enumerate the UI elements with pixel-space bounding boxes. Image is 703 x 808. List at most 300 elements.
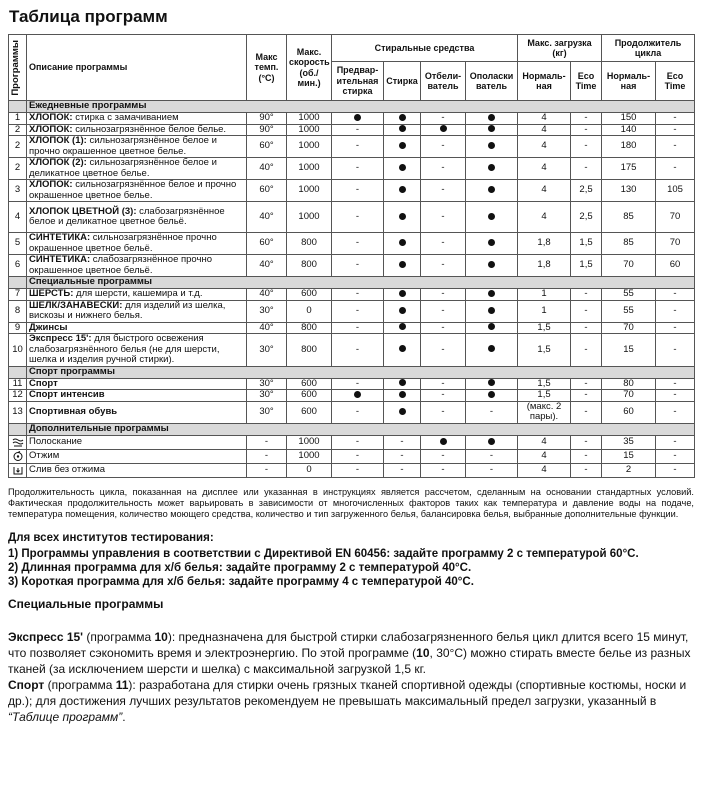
program-description: Отжим xyxy=(27,449,247,463)
program-description: Слив без отжима xyxy=(27,463,247,477)
max-temp-cell: 60° xyxy=(247,180,287,202)
filled-dot-icon xyxy=(399,323,406,330)
duration-eco-cell: - xyxy=(656,463,695,477)
max-speed-cell: 600 xyxy=(287,390,332,402)
load-eco-header: Eco Time xyxy=(571,62,602,101)
max-temp-header: Макс темп. (°С) xyxy=(247,35,287,101)
sport-prog-num: 11 xyxy=(115,677,129,692)
duration-eco-cell: - xyxy=(656,136,695,158)
max-speed-cell: 1000 xyxy=(287,113,332,125)
duration-normal-cell: 35 xyxy=(602,435,656,449)
load-eco-cell: - xyxy=(571,334,602,367)
sport-prog-pre: (программа xyxy=(44,677,116,692)
load-eco-cell: - xyxy=(571,401,602,423)
express-prog-num-2: 10 xyxy=(416,645,430,660)
softener-cell xyxy=(466,158,518,180)
filled-dot-icon xyxy=(399,408,406,415)
filled-dot-icon xyxy=(399,345,406,352)
max-speed-cell: 1000 xyxy=(287,158,332,180)
max-load-header: Макс. загрузка (кг) xyxy=(518,35,602,62)
program-number: 2 xyxy=(9,124,27,136)
table-row xyxy=(9,136,695,158)
duration-normal-cell: 55 xyxy=(602,289,656,301)
max-speed-cell: 0 xyxy=(287,300,332,322)
express-name: Экспресс 15' xyxy=(8,629,84,644)
bleach-cell xyxy=(421,124,466,136)
section-empty-cell xyxy=(9,423,27,435)
load-eco-cell: - xyxy=(571,113,602,125)
prewash-cell: - xyxy=(332,255,384,277)
prewash-header: Предвар- ительная стирка xyxy=(332,62,384,101)
duration-eco-cell: - xyxy=(656,390,695,402)
program-name: ШЕРСТЬ: xyxy=(29,288,74,299)
table-row xyxy=(9,334,695,367)
filled-dot-icon xyxy=(488,307,495,314)
program-number: 2 xyxy=(9,136,27,158)
bleach-cell: - xyxy=(421,300,466,322)
bleach-cell: - xyxy=(421,202,466,233)
program-name: Экспресс 15': xyxy=(29,333,92,344)
program-number: 6 xyxy=(9,255,27,277)
duration-normal-cell: 15 xyxy=(602,334,656,367)
duration-normal-cell: 70 xyxy=(602,390,656,402)
duration-header: Продолжитель цикла xyxy=(602,35,695,62)
filled-dot-icon xyxy=(399,391,406,398)
rinse-icon xyxy=(9,435,27,449)
prewash-cell: - xyxy=(332,322,384,334)
max-temp-cell: - xyxy=(247,449,287,463)
max-temp-cell: 60° xyxy=(247,136,287,158)
prewash-cell: - xyxy=(332,180,384,202)
load-normal-cell: 1,5 xyxy=(518,334,571,367)
program-description: ШЕЛК/ЗАНАВЕСКИ: для изделий из шелка, вискозы и нижнего белья. xyxy=(27,300,247,322)
program-name: Спорт xyxy=(29,377,58,389)
prewash-cell xyxy=(332,390,384,402)
load-eco-cell: 1,5 xyxy=(571,255,602,277)
test-heading: Для всех институтов тестирования: xyxy=(8,531,214,544)
program-number: 7 xyxy=(9,289,27,301)
section-title: Специальные программы xyxy=(27,277,695,289)
filled-dot-icon xyxy=(399,379,406,386)
prewash-cell: - xyxy=(332,300,384,322)
bleach-cell xyxy=(421,435,466,449)
filled-dot-icon xyxy=(354,114,361,121)
wash-cell xyxy=(384,401,421,423)
max-speed-cell: 1000 xyxy=(287,202,332,233)
load-normal-cell: 1,8 xyxy=(518,255,571,277)
max-speed-cell: 800 xyxy=(287,233,332,255)
load-eco-cell: - xyxy=(571,435,602,449)
programs-header: Программы xyxy=(9,35,27,101)
wash-cell xyxy=(384,180,421,202)
table-row xyxy=(9,158,695,180)
program-name: ШЕЛК/ЗАНАВЕСКИ: xyxy=(29,299,123,311)
max-speed-cell: 1000 xyxy=(287,435,332,449)
duration-eco-cell: - xyxy=(656,113,695,125)
program-description xyxy=(27,322,247,334)
program-name: ХЛОПОК ЦВЕТНОЙ (3): xyxy=(29,205,137,217)
program-description: ХЛОПОК (1): сильнозагрязнённое белое и прочно окрашенное цветное белье. xyxy=(27,136,247,158)
max-speed-cell: 600 xyxy=(287,401,332,423)
duration-eco-cell: - xyxy=(656,289,695,301)
prewash-cell: - xyxy=(332,124,384,136)
duration-normal-cell: 70 xyxy=(602,322,656,334)
bleach-header: Отбели- ватель xyxy=(421,62,466,101)
load-eco-cell: 2,5 xyxy=(571,202,602,233)
filled-dot-icon xyxy=(488,323,495,330)
load-eco-cell: - xyxy=(571,300,602,322)
filled-dot-icon xyxy=(399,261,406,268)
table-row xyxy=(9,202,695,233)
test-item: 2) Длинная программа для х/б белья: задайте программу 2 с температурой 40°С. xyxy=(8,561,472,574)
wash-cell: - xyxy=(384,463,421,477)
filled-dot-icon xyxy=(399,186,406,193)
section-header-row xyxy=(9,366,695,378)
program-name: ХЛОПОК (1): xyxy=(29,135,87,146)
load-normal-cell: (макс. 2 пары). xyxy=(518,401,571,423)
filled-dot-icon xyxy=(399,290,406,297)
duration-eco-cell: 70 xyxy=(656,233,695,255)
express-text: ): предназначена для быстрой стирки слабозагрязненного белья цикл длится всего 15 минут, что позволяет сэкономить время и электроэнергию. По этой программе ( xyxy=(8,629,689,660)
max-speed-cell: 0 xyxy=(287,463,332,477)
bleach-cell: - xyxy=(421,334,466,367)
program-name: СИНТЕТИКА: xyxy=(29,232,91,243)
filled-dot-icon xyxy=(488,438,495,445)
section-header-row xyxy=(9,423,695,435)
program-description: Полоскание xyxy=(27,435,247,449)
filled-dot-icon xyxy=(399,114,406,121)
duration-eco-cell: - xyxy=(656,401,695,423)
program-description: СИНТЕТИКА: слабозагрязнённое прочно окрашенное цветное бельё. xyxy=(27,255,247,277)
spin-icon xyxy=(9,449,27,463)
prewash-cell xyxy=(332,113,384,125)
bleach-cell: - xyxy=(421,113,466,125)
page-title: Таблица программ xyxy=(9,7,168,26)
section-title: Ежедневные программы xyxy=(27,101,695,113)
softener-cell xyxy=(466,124,518,136)
prewash-cell: - xyxy=(332,202,384,233)
max-temp-cell: 30° xyxy=(247,401,287,423)
load-normal-cell: 4 xyxy=(518,202,571,233)
bleach-cell: - xyxy=(421,378,466,390)
duration-normal-cell: 130 xyxy=(602,180,656,202)
load-normal-cell: 1,8 xyxy=(518,233,571,255)
softener-cell xyxy=(466,300,518,322)
prewash-cell: - xyxy=(332,435,384,449)
program-name: ХЛОПОК: xyxy=(29,112,73,123)
sport-text: ): разработана для стирки очень грязных тканей спортивной одежды (спортивные костюмы, носки и др.); для достижения лучших результатов рекомендуем не превышать максимальный предел загрузки, указанный в xyxy=(8,677,687,708)
table-row xyxy=(9,378,695,390)
load-eco-cell: - xyxy=(571,378,602,390)
max-speed-cell: 800 xyxy=(287,322,332,334)
filled-dot-icon xyxy=(488,164,495,171)
program-number: 4 xyxy=(9,202,27,233)
filled-dot-icon xyxy=(399,307,406,314)
section-header-row xyxy=(9,277,695,289)
prewash-cell: - xyxy=(332,289,384,301)
load-eco-cell: - xyxy=(571,124,602,136)
bleach-cell: - xyxy=(421,401,466,423)
program-name: Спортивная обувь xyxy=(29,405,118,417)
program-name: ХЛОПОК: xyxy=(29,179,73,190)
filled-dot-icon xyxy=(488,114,495,121)
program-description: ХЛОПОК: стирка с замачиванием xyxy=(27,113,247,125)
filled-dot-icon xyxy=(399,125,406,132)
table-row xyxy=(9,289,695,301)
bleach-cell: - xyxy=(421,390,466,402)
filled-dot-icon xyxy=(488,345,495,352)
program-number: 11 xyxy=(9,378,27,390)
filled-dot-icon xyxy=(399,142,406,149)
softener-cell xyxy=(466,202,518,233)
program-description: ХЛОПОК: сильнозагрязнённое белое и прочно окрашенное цветное белье. xyxy=(27,180,247,202)
load-eco-cell: - xyxy=(571,449,602,463)
bleach-cell: - xyxy=(421,158,466,180)
max-temp-cell: 40° xyxy=(247,158,287,180)
table-row xyxy=(9,435,695,449)
softener-cell xyxy=(466,378,518,390)
section-title: Дополнительные программы xyxy=(27,423,695,435)
bleach-cell: - xyxy=(421,255,466,277)
special-programs-heading: Специальные программы xyxy=(8,596,164,611)
softener-cell xyxy=(466,136,518,158)
table-row xyxy=(9,390,695,402)
program-table xyxy=(8,34,695,478)
program-description: ХЛОПОК ЦВЕТНОЙ (3): слабозагрязнённое белое и деликатное цветное бельё. xyxy=(27,202,247,233)
load-normal-cell: 4 xyxy=(518,136,571,158)
special-programs-text xyxy=(8,629,694,725)
express-paragraph xyxy=(8,629,694,677)
max-temp-cell: 60° xyxy=(247,233,287,255)
filled-dot-icon xyxy=(399,164,406,171)
program-number: 9 xyxy=(9,322,27,334)
load-eco-cell: - xyxy=(571,289,602,301)
load-normal-cell: 4 xyxy=(518,158,571,180)
load-normal-header: Нормаль- ная xyxy=(518,62,571,101)
max-speed-cell: 600 xyxy=(287,289,332,301)
load-eco-cell: - xyxy=(571,390,602,402)
wash-cell xyxy=(384,202,421,233)
max-temp-cell: - xyxy=(247,435,287,449)
load-normal-cell: 4 xyxy=(518,180,571,202)
sport-end: . xyxy=(122,709,126,724)
max-temp-cell: 40° xyxy=(247,289,287,301)
duration-eco-cell: 105 xyxy=(656,180,695,202)
filled-dot-icon xyxy=(440,125,447,132)
program-number: 13 xyxy=(9,401,27,423)
program-number: 2 xyxy=(9,158,27,180)
sport-table-reference: “Таблице программ” xyxy=(8,709,123,724)
wash-cell xyxy=(384,334,421,367)
softener-cell xyxy=(466,180,518,202)
page xyxy=(8,6,696,725)
prewash-cell: - xyxy=(332,158,384,180)
bleach-cell: - xyxy=(421,180,466,202)
table-row xyxy=(9,124,695,136)
softener-cell xyxy=(466,390,518,402)
table-row xyxy=(9,449,695,463)
wash-header: Стирка xyxy=(384,62,421,101)
program-name: Джинсы xyxy=(29,321,68,333)
load-eco-cell: - xyxy=(571,322,602,334)
filled-dot-icon xyxy=(399,239,406,246)
prewash-cell: - xyxy=(332,378,384,390)
duration-eco-header: Eco Time xyxy=(656,62,695,101)
load-eco-cell: 2,5 xyxy=(571,180,602,202)
wash-cell xyxy=(384,378,421,390)
filled-dot-icon xyxy=(488,261,495,268)
softener-cell xyxy=(466,435,518,449)
table-row xyxy=(9,401,695,423)
max-speed-cell: 1000 xyxy=(287,124,332,136)
max-speed-cell: 1000 xyxy=(287,136,332,158)
program-description: ШЕРСТЬ: для шерсти, кашемира и т.д. xyxy=(27,289,247,301)
max-speed-cell: 600 xyxy=(287,378,332,390)
program-number: 1 xyxy=(9,113,27,125)
table-row xyxy=(9,322,695,334)
program-table-body xyxy=(9,101,695,478)
load-normal-cell: 4 xyxy=(518,463,571,477)
prewash-cell: - xyxy=(332,449,384,463)
program-number: 8 xyxy=(9,300,27,322)
table-row xyxy=(9,255,695,277)
filled-dot-icon xyxy=(488,379,495,386)
max-speed-header: Макс. скорость (об./ мин.) xyxy=(287,35,332,101)
max-speed-cell: 800 xyxy=(287,255,332,277)
duration-eco-cell: - xyxy=(656,322,695,334)
filled-dot-icon xyxy=(399,213,406,220)
load-normal-cell: 1,5 xyxy=(518,322,571,334)
load-normal-cell: 4 xyxy=(518,124,571,136)
max-temp-cell: 90° xyxy=(247,124,287,136)
duration-footnote: Продолжительность цикла, показанная на дисплее или указанная в инструкциях является рассчетом, сделанным на основании стандартных условий. Фактическая продолжительность может варьировать в зависимости от многочисленных факторов таких как температура и давление воды на подаче, температура помещения, количество моющего средства, количество и тип загруженного белья, балансировка белья, выбранные дополнительные функции. xyxy=(8,486,694,519)
prewash-cell: - xyxy=(332,401,384,423)
duration-eco-cell: - xyxy=(656,334,695,367)
description-header: Описание программы xyxy=(27,35,247,101)
wash-cell xyxy=(384,300,421,322)
filled-dot-icon xyxy=(488,290,495,297)
filled-dot-icon xyxy=(440,438,447,445)
max-temp-cell: 30° xyxy=(247,300,287,322)
test-item: 1) Программы управления в соответствии с Директивой EN 60456: задайте программу 2 с температурой 60°С. xyxy=(8,547,639,560)
softener-cell: - xyxy=(466,463,518,477)
load-eco-cell: - xyxy=(571,158,602,180)
load-normal-cell: 4 xyxy=(518,113,571,125)
express-prog-num: 10 xyxy=(154,629,168,644)
table-row xyxy=(9,233,695,255)
section-title: Спорт программы xyxy=(27,366,695,378)
program-description xyxy=(27,390,247,402)
max-temp-cell: 40° xyxy=(247,322,287,334)
wash-cell: - xyxy=(384,449,421,463)
program-name: ХЛОПОК: xyxy=(29,123,73,135)
program-number: 5 xyxy=(9,233,27,255)
section-empty-cell xyxy=(9,277,27,289)
filled-dot-icon xyxy=(488,213,495,220)
max-temp-cell: 40° xyxy=(247,255,287,277)
table-row xyxy=(9,463,695,477)
max-temp-cell: 40° xyxy=(247,202,287,233)
wash-cell xyxy=(384,289,421,301)
section-empty-cell xyxy=(9,101,27,113)
load-normal-cell: 4 xyxy=(518,435,571,449)
duration-normal-header: Нормаль- ная xyxy=(602,62,656,101)
bleach-cell: - xyxy=(421,289,466,301)
load-eco-cell: - xyxy=(571,463,602,477)
filled-dot-icon xyxy=(488,125,495,132)
wash-cell xyxy=(384,255,421,277)
max-temp-cell: 90° xyxy=(247,113,287,125)
test-list xyxy=(8,547,696,589)
duration-eco-cell: - xyxy=(656,449,695,463)
section-header-row xyxy=(9,101,695,113)
program-description: Экспресс 15': для быстрого освежения слабозагрязнённого белья (не для шерсти, шелка и изделия ручной стирки). xyxy=(27,334,247,367)
filled-dot-icon xyxy=(488,239,495,246)
duration-eco-cell: - xyxy=(656,378,695,390)
load-eco-cell: 1,5 xyxy=(571,233,602,255)
duration-eco-cell: 60 xyxy=(656,255,695,277)
wash-cell xyxy=(384,158,421,180)
bleach-cell: - xyxy=(421,136,466,158)
softener-cell xyxy=(466,113,518,125)
duration-normal-cell: 60 xyxy=(602,401,656,423)
duration-eco-cell: - xyxy=(656,158,695,180)
duration-normal-cell: 80 xyxy=(602,378,656,390)
wash-cell xyxy=(384,322,421,334)
drain-icon xyxy=(9,463,27,477)
prewash-cell: - xyxy=(332,233,384,255)
program-description: ХЛОПОК (2): сильнозагрязнённое белое и деликатное цветное белье. xyxy=(27,158,247,180)
table-row xyxy=(9,113,695,125)
bleach-cell: - xyxy=(421,449,466,463)
max-temp-cell: 30° xyxy=(247,378,287,390)
load-eco-cell: - xyxy=(571,136,602,158)
duration-eco-cell: - xyxy=(656,124,695,136)
program-description: СИНТЕТИКА: сильнозагрязнённое прочно окрашенное цветное бельё. xyxy=(27,233,247,255)
max-temp-cell: 30° xyxy=(247,390,287,402)
duration-eco-cell: - xyxy=(656,300,695,322)
duration-normal-cell: 70 xyxy=(602,255,656,277)
softener-cell xyxy=(466,334,518,367)
duration-normal-cell: 175 xyxy=(602,158,656,180)
max-speed-cell: 1000 xyxy=(287,180,332,202)
softener-cell xyxy=(466,289,518,301)
duration-normal-cell: 55 xyxy=(602,300,656,322)
duration-normal-cell: 85 xyxy=(602,202,656,233)
program-number: 10 xyxy=(9,334,27,367)
duration-normal-cell: 85 xyxy=(602,233,656,255)
program-name: СИНТЕТИКА: xyxy=(29,254,91,265)
test-item: 3) Короткая программа для х/б белья: задайте программу 4 с температурой 40°С. xyxy=(8,575,474,588)
duration-normal-cell: 140 xyxy=(602,124,656,136)
program-number: 12 xyxy=(9,390,27,402)
max-speed-cell: 800 xyxy=(287,334,332,367)
wash-cell xyxy=(384,136,421,158)
duration-normal-cell: 180 xyxy=(602,136,656,158)
bleach-cell: - xyxy=(421,322,466,334)
load-normal-cell: 1,5 xyxy=(518,378,571,390)
max-speed-cell: 1000 xyxy=(287,449,332,463)
softener-cell: - xyxy=(466,401,518,423)
filled-dot-icon xyxy=(488,186,495,193)
program-description: ХЛОПОК: сильнозагрязнённое белое белье. xyxy=(27,124,247,136)
sport-name: Спорт xyxy=(8,677,45,692)
bleach-cell: - xyxy=(421,463,466,477)
program-name: Спорт интенсив xyxy=(29,389,105,400)
duration-normal-cell: 150 xyxy=(602,113,656,125)
wash-cell: - xyxy=(384,435,421,449)
duration-eco-cell: - xyxy=(656,435,695,449)
